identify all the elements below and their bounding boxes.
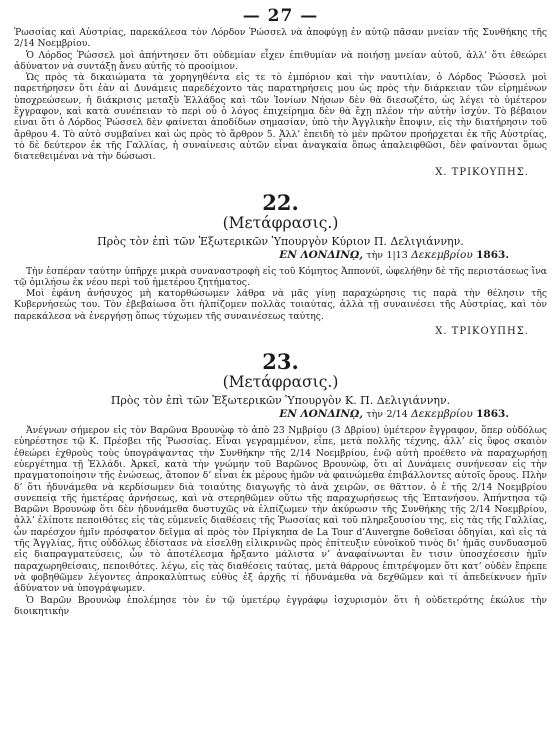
place: ΕΝ ΛΟΝΔΙΝῼ, — [279, 248, 364, 261]
date-month: Δεκεμβρίου — [411, 408, 473, 421]
translation-heading: (Μετάφρασις.) — [222, 373, 339, 392]
place-date-line — [14, 249, 509, 262]
document-number: 23. — [262, 349, 299, 375]
date-day: 1|13 — [386, 249, 408, 261]
letter-continuation — [14, 27, 547, 178]
document-22 — [14, 189, 547, 338]
paragraph: Μοὶ ἐφάνη ἀνήσυχος μὴ κατορθώσωμεν λάθρα νὰ μᾶς γίνῃ παραχώρησις τις παρὰ τὴν θέλησιν τῆς Κυβερνήσεώς του. Τὸν ἐβεβαίωσα ὅτι ἠλπίζομεν πολλὰς τοιαύτας, ἀλλὰ τῇ συναινέσει τῆς Αὐστρίας, καὶ τὸν παρεκάλεσα νὰ ἐνεργήσῃ ὅπως τύχωμεν τῆς συναινέσεως ταύτης. — [14, 288, 547, 322]
document-23 — [14, 351, 547, 617]
date-year: 1863. — [476, 408, 509, 421]
date-year: 1863. — [476, 248, 509, 261]
paragraph: Ὁ Βαρῶν Βρουνὼφ ἐπολέμησε τὸν ἐν τῷ ὑμετέρῳ ἐγγράφῳ ἰσχυρισμὸν ὅτι ἡ οὐδετερότης ἐκώλυε τὴν διοικητικὴν — [14, 594, 547, 617]
date-month: Δεκεμβρίου — [411, 248, 473, 261]
paragraph: Ὁ Λόρδος Ῥώσσελ μοὶ ἀπήντησεν ὅτι οὐδεμίαν εἶχεν ἐπιθυμίαν νὰ ποιήσῃ μνείαν αὐτοῦ, ἀλλ’ ὅτι ἐθεώρει ἀδύνατον νὰ συντάξῃ ἄνευ αὐτῆς τὸ προοίμιον. — [14, 49, 547, 72]
signature: Χ. ΤΡΙΚΟΥΠΗΣ. — [435, 326, 529, 338]
paragraph: Ῥωσσίας καὶ Αὐστρίας, παρεκάλεσα τὸν Λόρδον Ῥώσσελ νὰ ἀποφύγῃ ἐν αὐτῷ πᾶσαν μνείαν τῆς Συνθήκης τῆς 2/14 Νοεμβρίου. — [14, 27, 547, 50]
place-date-line — [14, 408, 509, 421]
signature: Χ. ΤΡΙΚΟΥΠΗΣ. — [435, 166, 529, 178]
document-number: 22. — [262, 189, 299, 215]
paragraph: Ὡς πρὸς τὰ δικαιώματα τὰ χορηγηθέντα εἰς τε τὸ ἐμπόριον καὶ τὴν ναυτιλίαν, ὁ Λόρδος Ῥώσσελ μοὶ παρετήρησεν ὅτι ἐὰν αἱ Δυνάμεις παρεδέχοντο τὰς παρατηρήσεις μου ὡς πρὸς τὴν διάρκειαν τῶν εἰρημένων ὑποχρεώσεων, ἡ διάκρισις μεταξὺ Ἑλλάδος καὶ τῶν Ἰονίων Νήσων δὲν θὰ διεσωζέτο, ὡς λέγει τὸ ὑμέτερον ἔγγραφον, καὶ κατὰ συνέπειαν τὸ περὶ οὗ ὁ λόγος ἐπιχείρημα δὲν θὰ ἔχῃ πλέον τὴν αὐτὴν ἰσχύν. Τὸ βέβαιον εἶναι ὅτι ὁ Λόρδος Ῥώσσελ δὲν φαίνεται ἀποδίδων σημασίαν, ὑπὸ τὴν Ἀγγλικὴν ἔποψιν, εἰς τὴν διατήρησιν τοῦ ἄρθρου 4. Τὸ αὐτὸ συμβαίνει καὶ ὡς πρὸς τὸ ἄρθρον 5. Ἀλλ’ ἐπειδὴ τὸ μὲν πρῶτον προήρχεται ἐκ τῆς Αὐστρίας, τὸ δὲ δεύτερον ἐκ τῆς Γαλλίας, ἡ συναίνεσις αὐτῶν εἶναι ἀναγκαία ὅπως ἀπαλειφθῶσι, δὲν φαίνονται ὅμως διατεθειμέναι νὰ τὴν δώσωσι. — [14, 72, 547, 163]
translation-heading: (Μετάφρασις.) — [222, 213, 339, 232]
paragraph: Τὴν ἑσπέραν ταύτην ὑπῆρχε μικρὰ συναναστροφὴ εἰς τοῦ Κόμητος Ἀππονύϊ, ὠφελήθην δὲ τῆς περιστάσεως ἵνα τῷ ὁμιλήσω ἐκ νέου περὶ τοῦ ἡμετέρου ζητήματος. — [14, 265, 547, 288]
addressee-line: Πρὸς τὸν ἐπὶ τῶν Ἐξωτερικῶν Ὑπουργὸν Κύριον Π. Δελιγιάννην. — [97, 234, 464, 248]
date-prefix: τὴν — [366, 249, 384, 261]
date-prefix: τὴν — [366, 409, 384, 421]
paragraph: Ἀνέγνων σήμερον εἰς τὸν Βαρῶνα Βρουνὼφ τὸ ἀπὸ 23 Νμβρίου (3 Δβρίου) ὑμέτερον ἔγγραφον, ὅπερ οὐδόλως εὐηρέστησε τῷ Κ. Πρέσβει τῆς Ῥωσσίας. Εἶναι γεγραμμένον, εἶπε, μετὰ πολλῆς τέχνης, ἀλλ’ εἰς ὕφος σκαιὸν ἐθεώρει ἐχθροὺς τοὺς ὑπογράψαντας τὴν Συνθήκην τῆς 2/14 Νοεμβρίου, ἐνῷ αὐτὴ προέθετο νὰ παραχωρήσῃ εὐεργέτημα τῇ Ἑλλάδι. Ἀρκεῖ, κατὰ τὴν γνώμην τοῦ Βαρῶνος Βρουνὼφ, ὅτι αἱ Δυνάμεις συνήνεσαν εἰς τὴν πραγματοποίησιν τῆς ἑνώσεως, ἄτοπον δ’ εἶναι ἐκ μέρους ἡμῶν νὰ φαινώμεθα ἐπιβάλλοντες αὐτοῖς ὅρους. Πλὴν δ’ ὅτι ἠδυνάμεθα νὰ κερδίσωμεν διὰ τοιαύτης διαγωγῆς τὸ ἀνὰ χειρῶν, σε θᾶττον. ὁ ἐ τῆς 2/14 Νοεμβρίου συνεπείᾳ τῆς ἡμετέρας ἀρνήσεως, καὶ νὰ στερηθῶμεν οὕτω τῆς παραχωρήσεως τῆς Ἑπτανήσου. Ἀπήντησα τῷ Βαρῶνι Βρουνὼφ ὅτι δὲν ἠδυνάμεθα δυστυχῶς νὰ ἐλπίζωμεν τὴν ἀκύρωσιν τῆς Συνθήκης τῆς 2/14 Νοεμβρίου, ἀλλ’ ἐλίποτε πεποιθότες εἰς τὰς εὐμενεῖς διαθέσεις τῆς Ῥωσσίας καὶ τοῦ πληρεξουσίου της, εἰς τὰς τῆς Γαλλίας, ὧν παρέσχον ἡμῖν πρόσφατον δεῖγμα αἱ πρὸς τὸν Πρίγκηπα de La Tour d’Auvergne δοθεῖσαι ὁδηγίαι, καὶ εἰς τὰ τῆς Ἀγγλίας, ἥτις οὐδόλως ἐδίστασε νὰ εἰσελθῃ εἰλικρινῶς πρὸς ἐπίτευξιν εὐνοϊκοῦ τινὸς δι’ ἡμᾶς συνδυασμοῦ εἰς διαπραγματεύσεις, ὧν τὸ ἀποτέλεσμα ἤρξαντο μάλιστα ν’ ἀναφαίνωνται ἔν τισιν ὑποσχέσεσιν ἡμῖν παραχωρηθείσαις, πεποιθότες. λέγω, εἰς τὰς διαθέσεις ταύτας, μετὰ θάρρους ἐπιτρέψομεν ὅτι κατ’ οὐδὲν ἔπρεπε νὰ φοβηθῶμεν λέγοντες ἀπροκαλύπτως εὐθὺς ἐξ ἀρχῆς τί ἠδυνάμεθα νὰ δεχθῶμεν καὶ τί ἀπεδείκνυεν ἡμῖν ἀδύνατον νὰ ὑπογράψωμεν. — [14, 425, 547, 595]
place: ΕΝ ΛΟΝΔΙΝῼ, — [279, 408, 364, 421]
date-day: 2/14 — [386, 409, 408, 421]
addressee-line: Πρὸς τὸν ἐπὶ τῶν Ἐξωτερικῶν Ὑπουργὸν Κ. Π. Δελιγιάννην. — [110, 394, 451, 408]
page-number: — 27 — — [242, 6, 319, 26]
